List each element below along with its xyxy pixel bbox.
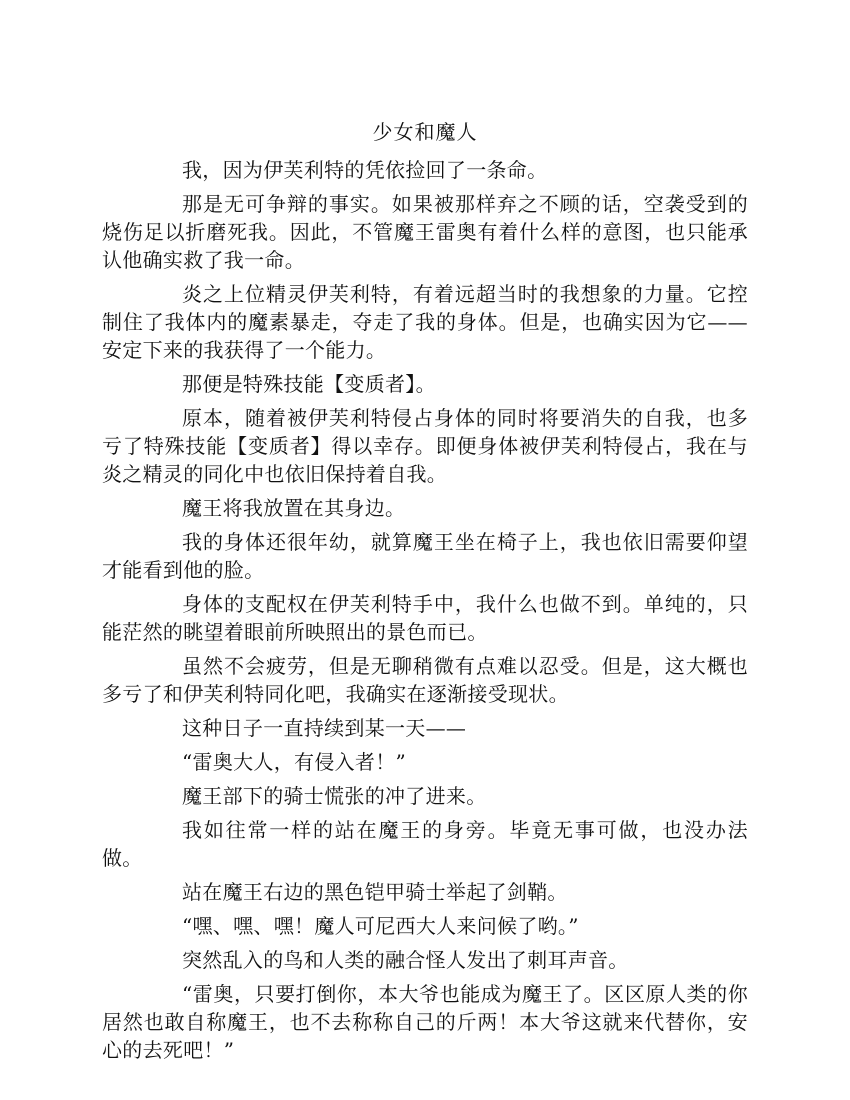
paragraph: 原本，随着被伊芙利特侵占身体的同时将要消失的自我，也多亏了特殊技能【变质者】得以幸存。即便身体被伊芙利特侵占，我在与炎之精灵的同化中也依旧保持着自我。: [102, 406, 748, 486]
paragraph: 炎之上位精灵伊芙利特，有着远超当时的我想象的力量。它控制住了我体内的魔素暴走，夺走了我的身体。但是，也确实因为它——安定下来的我获得了一个能力。: [102, 282, 748, 362]
paragraph: 这种日子一直持续到某一天——: [182, 716, 467, 740]
paragraph: 身体的支配权在伊芙利特手中，我什么也做不到。单纯的，只能茫然的眺望着眼前所映照出的景色而已。: [102, 592, 748, 644]
paragraph: 魔王部下的骑士慌张的冲了进来。: [182, 784, 487, 808]
paragraph: 我，因为伊芙利特的凭依捡回了一条命。: [182, 158, 548, 182]
document-title: 少女和魔人: [372, 120, 478, 144]
paragraph: 站在魔王右边的黑色铠甲骑士举起了剑鞘。: [182, 880, 568, 904]
paragraph: 虽然不会疲劳，但是无聊稍微有点难以忍受。但是，这大概也多亏了和伊芙利特同化吧，我确实在逐渐接受现状。: [102, 654, 748, 706]
paragraph: “雷奥，只要打倒你，本大爷也能成为魔王了。区区原人类的你居然也敢自称魔王，也不去称称自己的斤两！本大爷这就来代替你，安心的去死吧！”: [102, 982, 748, 1062]
paragraph: 突然乱入的鸟和人类的融合怪人发出了刺耳声音。: [182, 948, 629, 972]
paragraph: 那便是特殊技能【变质者】。: [182, 372, 436, 396]
paragraph: 魔王将我放置在其身边。: [182, 496, 406, 520]
paragraph: 我如往常一样的站在魔王的身旁。毕竟无事可做，也没办法做。: [102, 818, 748, 870]
paragraph: 那是无可争辩的事实。如果被那样弃之不顾的话，空袭受到的烧伤足以折磨死我。因此，不管魔王雷奥有着什么样的意图，也只能承认他确实救了我一命。: [102, 192, 748, 272]
paragraph: “雷奥大人，有侵入者！”: [182, 750, 407, 774]
paragraph: “嘿、嘿、嘿！魔人可尼西大人来问候了哟。”: [182, 914, 579, 938]
paragraph: 我的身体还很年幼，就算魔王坐在椅子上，我也依旧需要仰望才能看到他的脸。: [102, 530, 748, 582]
document-page: [102, 118, 748, 1070]
